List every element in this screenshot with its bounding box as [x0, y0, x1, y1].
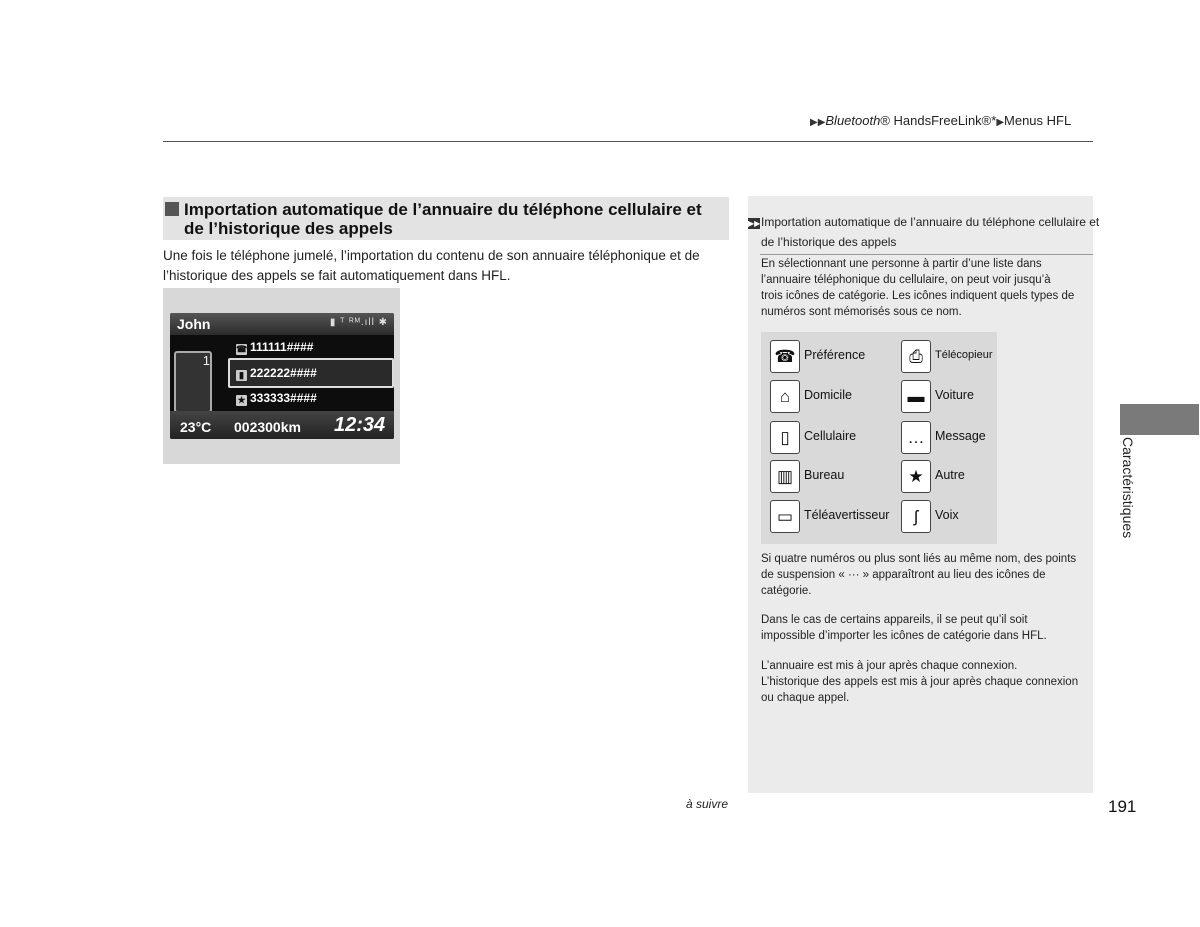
intro-line2: l’historique des appels se fait automatiquement dans HFL.	[163, 268, 511, 283]
star-icon: ★	[237, 395, 246, 405]
arrow-icon: ▶	[996, 117, 1005, 128]
chapter-tab	[1120, 404, 1199, 435]
display-title-bar	[170, 313, 394, 335]
note-paragraph: L’annuaire est mis à jour après chaque connexion.	[761, 660, 1018, 672]
breadcrumb	[810, 113, 1071, 128]
note-paragraph	[761, 551, 1086, 599]
phone-number: 111111####	[250, 340, 314, 354]
category-label: Voiture	[935, 388, 974, 402]
page-number: 191	[1108, 797, 1137, 816]
phonebook-card-icon	[174, 351, 212, 413]
breadcrumb-bluetooth: Bluetooth	[825, 113, 881, 128]
category-label: Autre	[935, 468, 965, 482]
chapter-name: Caractéristiques	[1120, 437, 1136, 539]
odometer: 002300km	[234, 419, 301, 435]
contact-name: John	[177, 316, 211, 332]
category-label: Domicile	[804, 388, 852, 402]
note-line: Si quatre numéros ou plus sont liés au même nom, des points	[761, 553, 1077, 565]
note-heading-line1: Importation automatique de l’annuaire du téléphone cellulaire et	[761, 215, 1100, 229]
car-icon: ▬	[901, 380, 931, 413]
category-label: Préférence	[804, 348, 866, 362]
phone-number-row	[236, 340, 386, 358]
section-title-line1: Importation automatique de l’annuaire du téléphone cellulaire et	[184, 200, 702, 219]
section-title-line2: de l’historique des appels	[184, 219, 393, 238]
phone-number: 333333####	[250, 391, 317, 405]
signal-bluetooth-icon: ▮ ᵀ ᴿᴹ.ıll ✱	[329, 317, 388, 328]
note-line: numéros sont mémorisés sous ce nom.	[761, 306, 962, 318]
note-arrow-icon: ▶▶	[748, 219, 761, 228]
note-paragraph	[761, 674, 1086, 706]
category-label: Message	[935, 429, 986, 443]
phone-number-row	[236, 366, 386, 384]
note-line: En sélectionnant une personne à partir d’une liste dans	[761, 258, 1042, 270]
house-icon: ⌂	[770, 380, 800, 413]
category-label: Bureau	[804, 468, 845, 482]
side-note-panel	[748, 196, 1100, 793]
phone-icon: ☎	[236, 344, 248, 354]
clock: 12:34	[334, 414, 386, 436]
section-square-icon	[165, 202, 179, 216]
display-bottom-bar	[170, 411, 394, 439]
card-number: 1	[202, 353, 210, 368]
note-line: Dans le cas de certains appareils, il se peut qu’il soit	[761, 614, 1028, 626]
category-label: Télécopieur	[935, 349, 993, 361]
section-title	[163, 197, 729, 240]
note-line: L’historique des appels est mis à jour après chaque connexion	[761, 676, 1079, 688]
continued-note: à suivre	[686, 797, 729, 811]
office-building-icon: ▥	[770, 460, 800, 493]
breadcrumb-handsfreelink: ® HandsFreeLink®*	[880, 113, 997, 128]
phone-number-row	[236, 391, 386, 409]
category-label: Cellulaire	[804, 429, 857, 443]
multi-info-display	[170, 313, 394, 439]
note-paragraph	[761, 612, 1086, 644]
note-line: l’annuaire téléphonique du cellulaire, on peut voir jusqu’à	[761, 274, 1051, 286]
mobile-phone-icon: ▯	[770, 421, 800, 454]
category-label: Voix	[935, 508, 959, 522]
pager-icon: ▭	[770, 500, 800, 533]
note-divider	[760, 254, 1093, 255]
category-icon-table	[761, 332, 997, 544]
voice-icon: ʃ	[901, 500, 931, 533]
arrow-icon: ▶▶	[810, 117, 826, 128]
note-line: trois icônes de catégorie. Les icônes indiquent quels types de	[761, 290, 1075, 302]
note-heading-line2: de l’historique des appels	[761, 235, 897, 249]
outside-temperature: 23°C	[180, 419, 212, 435]
breadcrumb-menu: Menus HFL	[1004, 113, 1072, 128]
note-line: de suspension « ··· » apparaîtront au lieu des icônes de	[761, 569, 1046, 581]
mobile-phone-icon: ▮	[236, 370, 247, 381]
note-paragraph	[761, 256, 1086, 320]
intro-paragraph	[163, 246, 728, 286]
intro-line1: Une fois le téléphone jumelé, l’importation du contenu de son annuaire téléphonique et de	[163, 248, 700, 263]
category-label: Téléavertisseur	[804, 508, 890, 522]
note-line: catégorie.	[761, 585, 812, 597]
header-divider	[163, 141, 1093, 142]
phone-number: 222222####	[250, 366, 317, 380]
note-line: ou chaque appel.	[761, 692, 850, 704]
star-icon: ★	[901, 460, 931, 493]
chapter-tab-label	[1120, 437, 1140, 557]
speech-bubble-icon: …	[901, 421, 931, 454]
phone-icon: ☎	[770, 340, 800, 373]
fax-icon: ⎙	[901, 340, 931, 373]
note-line: impossible d’importer les icônes de catégorie dans HFL.	[761, 630, 1047, 642]
